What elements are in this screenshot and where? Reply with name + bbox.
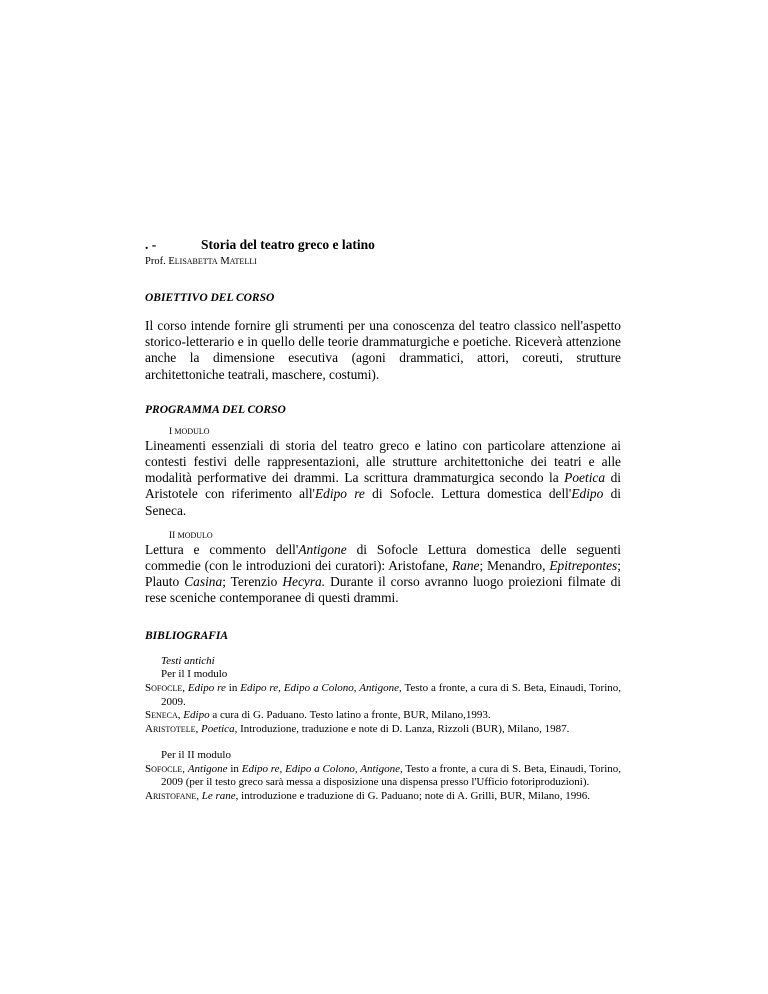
objective-heading: OBIETTIVO DEL CORSO: [145, 292, 275, 304]
program-heading: PROGRAMMA DEL CORSO: [145, 403, 286, 416]
course-title: Storia del teatro greco e latino: [201, 237, 375, 252]
module-2-label: II MODULO: [169, 530, 213, 541]
bib-entry: SOFOCLE, Antigone in Edipo re, Edipo a Colono, Antigone, Testo a fronte, a cura di S. Beta, Einaudi, Torino, 2009 (per il testo greco sarà messa a disposizione una dispensa presso l'Ufficio fotoriproduzioni).: [145, 762, 622, 789]
professor-name: Prof. ELISABETTA MATELLI: [145, 256, 257, 267]
course-title-line: [145, 237, 621, 253]
course-section: [145, 237, 621, 804]
objective-text: Il corso intende fornire gli strumenti per una conoscenza del teatro classico nell'aspetto storico-letterario e in quello delle teorie drammaturgiche e poetiche. Riceverà attenzione anche la dimensione esecutiva (agoni drammatici, attori, coreuti, strutture architettoniche teatrali, maschere, costumi).: [145, 318, 621, 382]
module-1-label: I MODULO: [169, 426, 210, 437]
bibliography-heading: BIBLIOGRAFIA: [145, 629, 229, 642]
group-2-label: Per il II modulo: [161, 748, 231, 761]
bib-entry: SENECA, Edipo a cura di G. Paduano. Testo latino a fronte, BUR, Milano,1993.: [145, 709, 491, 722]
module-1-text: Lineamenti essenziali di storia del teatro greco e latino con particolare attenzione ai contesti festivi delle rappresentazioni, alle strutture architettoniche dei teatri e alle modalità performative dei drammi. La scrittura drammaturgica secondo la Poetica di Aristotele con riferimento all'Edipo re di Sofocle. Lettura domestica dell'Edipo di Seneca.: [145, 437, 622, 518]
course-number: . -: [145, 237, 157, 252]
module-2-text: Lettura e commento dell'Antigone di Sofocle Lettura domestica delle seguenti commedie (con le introduzioni dei curatori): Aristofane, Rane; Menandro, Epitrepontes; Plauto Casina; Terenzio Hecyra. Durante il corso avranno luogo proiezioni filmate di rese sceniche contemporanee di questi drammi.: [145, 541, 621, 606]
bibliography-subheading: Testi antichi: [161, 654, 215, 667]
bibliography-list: [145, 655, 621, 804]
group-1-label: Per il I modulo: [161, 668, 228, 681]
bib-entry: SOFOCLE, Edipo re in Edipo re, Edipo a Colono, Antigone, Testo a fronte, a cura di S. Beta, Einaudi, Torino, 2009.: [145, 682, 622, 708]
bib-entry: ARISTOFANE, Le rane, introduzione e traduzione di G. Paduano; note di A. Grilli, BUR, Milano, 1996.: [145, 789, 591, 802]
bib-entry: ARISTOTELE, Poetica, Introduzione, traduzione e note di D. Lanza, Rizzoli (BUR), Milano, 1987.: [145, 723, 570, 736]
